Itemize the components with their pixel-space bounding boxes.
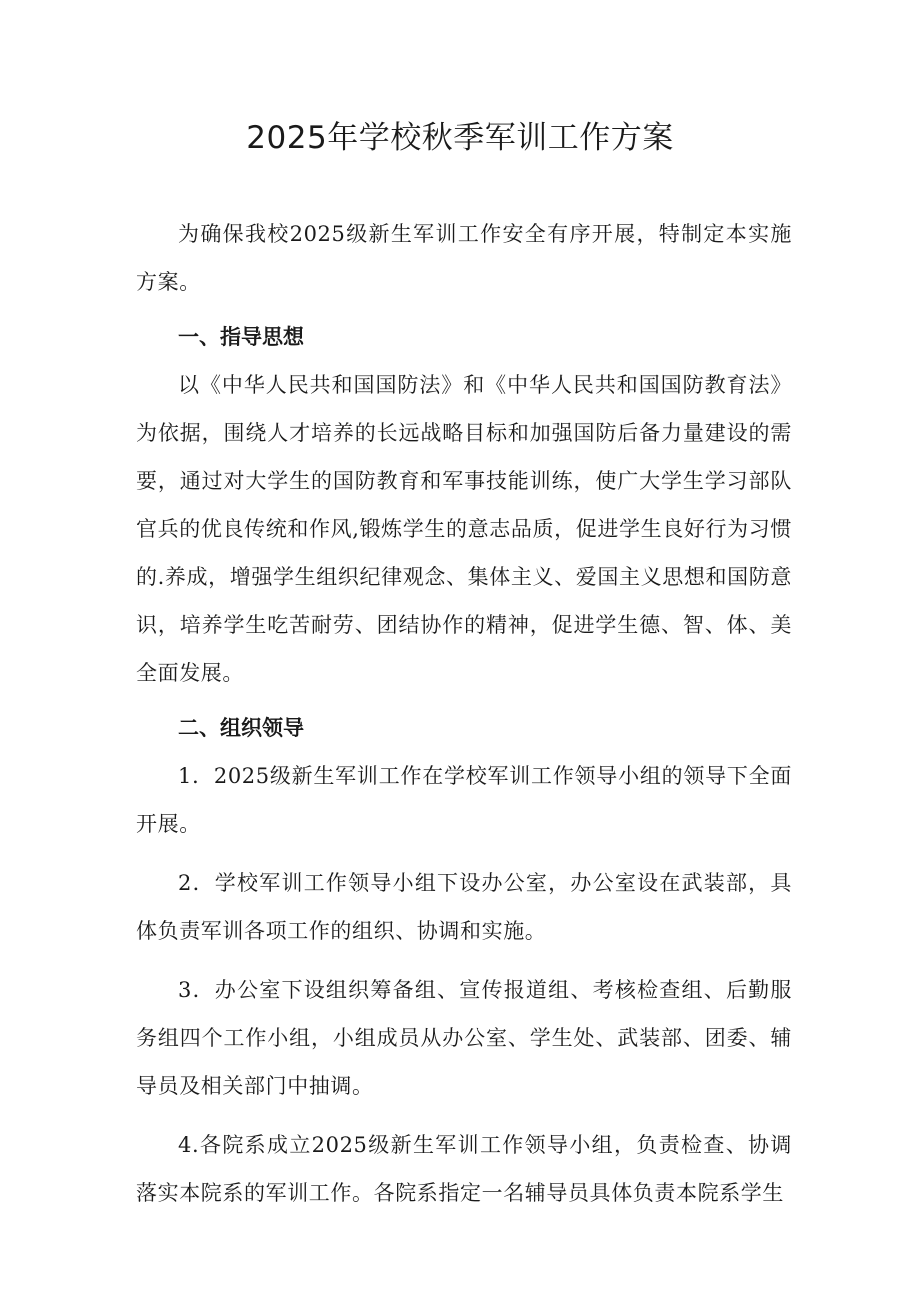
list-item: 3．办公室下设组织筹备组、宣传报道组、考核检查组、后勤服务组四个工作小组，小组成员从办公室、学生处、武装部、团委、辅导员及相关部门中抽调。: [136, 978, 792, 1098]
document-body: [136, 210, 792, 1217]
section-heading-guiding-ideology: 一、指导思想: [178, 325, 304, 349]
document-title: 2025年学校秋季军训工作方案: [246, 120, 674, 156]
section-heading-organization: 二、组织领导: [178, 716, 304, 740]
section1-paragraph: 以《中华人民共和国国防法》和《中华人民共和国国防教育法》为依据，围绕人才培养的长远战略目标和加强国防后备力量建设的需要，通过对大学生的国防教育和军事技能训练，使广大学生学习部队官兵的优良传统和作风,锻炼学生的意志品质，促进学生良好行为习惯的.养成，增强学生组织纪律观念、集体主义、爱国主义思想和国防意识，培养学生吃苦耐劳、团结协作的精神，促进学生德、智、体、美全面发展。: [136, 373, 792, 685]
list-item: 4.各院系成立2025级新生军训工作领导小组，负责检查、协调落实本院系的军训工作。各院系指定一名辅导员具体负责本院系学生: [136, 1133, 792, 1205]
list-item: 2．学校军训工作领导小组下设办公室，办公室设在武装部，具体负责军训各项工作的组织、协调和实施。: [136, 871, 792, 943]
intro-paragraph: 为确保我校2025级新生军训工作安全有序开展，特制定本实施方案。: [136, 222, 792, 294]
list-item: 1．2025级新生军训工作在学校军训工作领导小组的领导下全面开展。: [136, 764, 792, 836]
